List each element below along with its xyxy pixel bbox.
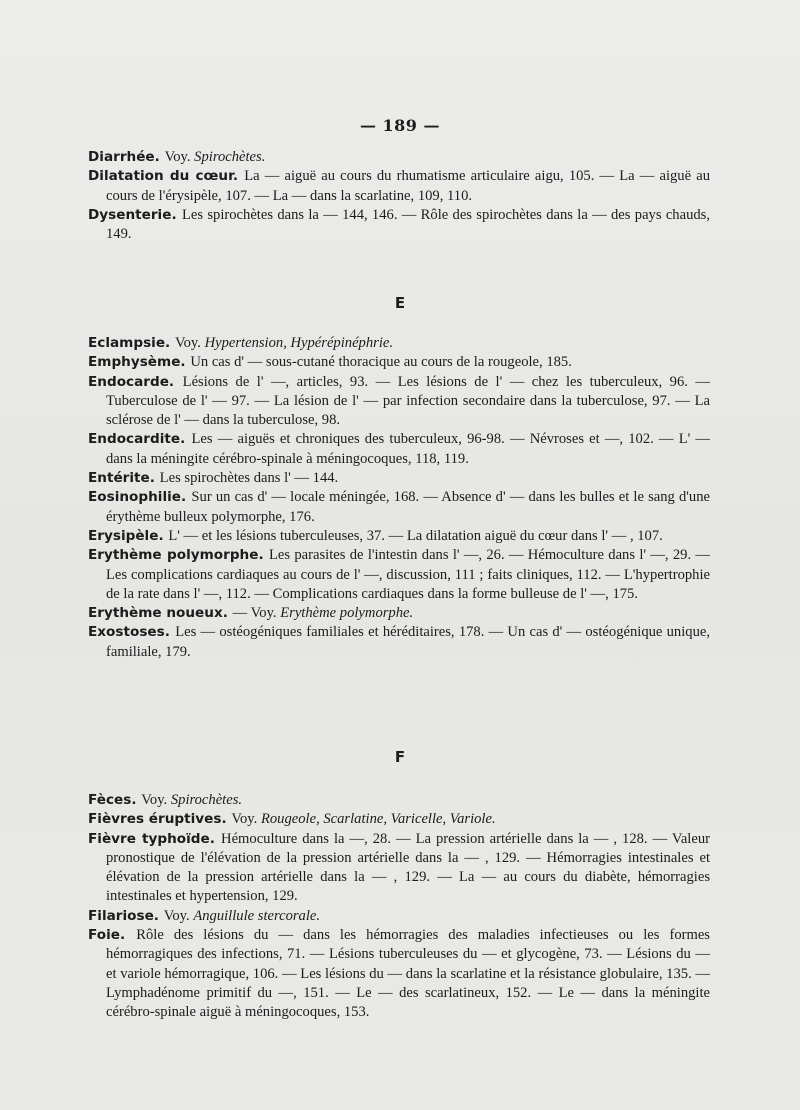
- entry-separator: .: [180, 431, 192, 448]
- entry-separator: .: [153, 907, 164, 924]
- section-e-entries: [88, 334, 710, 662]
- entry-text: Voy.: [164, 149, 195, 165]
- entry-text: Voy.: [231, 811, 261, 828]
- page-number: — 189 —: [359, 116, 441, 135]
- entry-headword: Emphysème: [88, 354, 181, 371]
- entry-headword: Fièvre typhoïde: [88, 830, 210, 847]
- entry-headword: Exostoses: [88, 624, 165, 641]
- entry-text: Lésions de l' —, articles, 93. — Les lésions de l' — chez les tuberculeux, 96. — Tuberculose de l' — 97. — La lésion de l' — par infection secondaire dans la tuberculose, 97. — La sclérose de l' — dans la tuberculose, 98.: [106, 373, 710, 429]
- index-entry: [88, 148, 710, 167]
- section-f-entries: [88, 791, 710, 1023]
- entry-text: Rôle des lésions du — dans les hémorragies des maladies infectieuses ou les formes hémorragiques des infections, 71. — Lésions tuberculeuses du — et glycogène, 73. — Lésions du — et variole hémorragique, 106. — Les lésions du — dans la scarlatine et la résistance globulaire, 135. — Lymphadénome primitif du —, 151. — Le — des scarlatineux, 152. — Le — dans la méningite cérébro-spinale aiguë à méningocoques, 153.: [106, 927, 710, 1021]
- section-letter-e: E: [394, 294, 406, 312]
- entry-separator: .: [149, 470, 160, 487]
- entry-text: Les — ostéogéniques familiales et héréditaires, 178. — Un cas d' — ostéogénique unique, familiale, 179.: [106, 624, 710, 660]
- entry-separator: .: [158, 527, 169, 544]
- entry-separator: .: [222, 605, 233, 622]
- entry-text: Voy.: [141, 792, 171, 808]
- index-entry: [88, 604, 710, 623]
- entry-separator: .: [181, 489, 192, 506]
- entry-text: Les parasites de l'intestin dans l' —, 26. — Hémoculture dans l' —, 29. — Les complications cardiaques au cours de l' —, discussion, 111 ; faits cliniques, 112. — L'hypertrophie de la rate dans l' —, 112. — Complications cardiaques dans la forme bulleuse de l' —, 175.: [106, 547, 711, 602]
- entry-crossref: Hypertension, Hypérépinéphrie.: [204, 335, 394, 351]
- entry-separator: .: [164, 624, 176, 641]
- entry-separator: .: [171, 206, 182, 223]
- index-entry: [88, 167, 710, 206]
- entry-headword: Erythème polymorphe: [88, 547, 259, 564]
- index-entry: [88, 830, 710, 907]
- index-entry: [88, 334, 710, 353]
- entry-text: La — aiguë au cours du rhumatisme articulaire aigu, 105. — La — aiguë au cours de l'érysipèle, 107. — La — dans la scarlatine, 109, 110.: [106, 168, 710, 204]
- entry-separator: .: [221, 811, 232, 828]
- entry-headword: Eclampsie: [88, 335, 166, 351]
- index-entry: [88, 907, 710, 926]
- entry-separator: .: [131, 792, 142, 808]
- entry-text: Hémoculture dans la —, 28. — La pression artérielle dans la — , 128. — Valeur pronostique de l'élévation de la pression artérielle dans la — , 129. — Hémorragies intestinales et élévation de la pression artérielle dans la — , 129. — La — au cours du diabète, hémorragies intestinales et hypertension, 129.: [106, 830, 710, 905]
- index-entry: [88, 373, 710, 431]
- entry-headword: Endocarde: [88, 373, 169, 390]
- entry-separator: .: [258, 547, 270, 564]
- entry-crossref: Rougeole, Scarlatine, Varicelle, Variole.: [260, 811, 496, 828]
- index-entry: [88, 527, 710, 546]
- entry-text: Voy.: [163, 907, 194, 924]
- entry-headword: Erysipèle: [88, 527, 159, 544]
- entry-headword: Endocardite: [88, 431, 181, 448]
- entry-separator: .: [165, 335, 175, 351]
- index-entry: [88, 546, 710, 604]
- entry-text: Sur un cas d' — locale méningée, 168. — Absence d' — dans les bulles et le sang d'une érythème bulleux polymorphe, 176.: [106, 489, 710, 525]
- entry-text: Un cas d' — sous-cutané thoracique au cours de la rougeole, 185.: [190, 354, 572, 371]
- index-entry: [88, 469, 710, 488]
- entry-headword: Diarrhée: [88, 149, 155, 165]
- entry-text: Les spirochètes dans l' — 144.: [159, 470, 339, 487]
- entry-headword: Foie: [88, 927, 120, 944]
- entry-text: Les spirochètes dans la — 144, 146. — Rôle des spirochètes dans la — des pays chauds, 149.: [106, 206, 710, 243]
- entry-separator: .: [154, 149, 165, 165]
- entry-text: — Voy.: [232, 605, 281, 622]
- index-entry: [88, 791, 710, 810]
- index-entry: [88, 430, 710, 469]
- index-entry: [88, 926, 710, 1022]
- entry-headword: Eosinophilie: [88, 489, 181, 506]
- entry-crossref: Spirochètes.: [170, 792, 243, 808]
- index-entry: [88, 353, 710, 372]
- entry-headword: Filariose: [88, 907, 154, 924]
- entry-separator: .: [232, 168, 245, 185]
- index-entry: [88, 810, 710, 829]
- entry-headword: Dysenterie: [88, 206, 172, 223]
- entry-headword: Fèces: [88, 792, 132, 808]
- entry-separator: .: [168, 373, 183, 390]
- entry-separator: .: [209, 830, 222, 847]
- entry-crossref: Anguillule stercorale.: [193, 907, 321, 924]
- entry-text: Voy.: [174, 335, 205, 351]
- section-letter-f: F: [394, 748, 406, 766]
- index-entry: [88, 623, 710, 662]
- index-entry: [88, 206, 710, 245]
- entry-headword: Fièvres éruptives: [88, 811, 222, 828]
- entry-separator: .: [119, 927, 137, 944]
- entry-headword: Erythème noueux: [88, 605, 223, 622]
- entry-headword: Entérite: [88, 470, 150, 487]
- entry-crossref: Spirochètes.: [194, 149, 266, 165]
- entry-crossref: Erythème polymorphe.: [280, 605, 414, 622]
- entry-headword: Dilatation du cœur: [88, 168, 233, 185]
- entry-separator: .: [180, 354, 191, 371]
- section-d-entries: [88, 148, 710, 244]
- entry-text: Les — aiguës et chroniques des tuberculeux, 96-98. — Névroses et —, 102. — L' — dans la méningite cérébro-spinale à méningocoques, 118, 119.: [106, 431, 710, 467]
- entry-text: L' — et les lésions tuberculeuses, 37. — La dilatation aiguë du cœur dans l' — , 107.: [168, 527, 663, 544]
- index-entry: [88, 488, 710, 527]
